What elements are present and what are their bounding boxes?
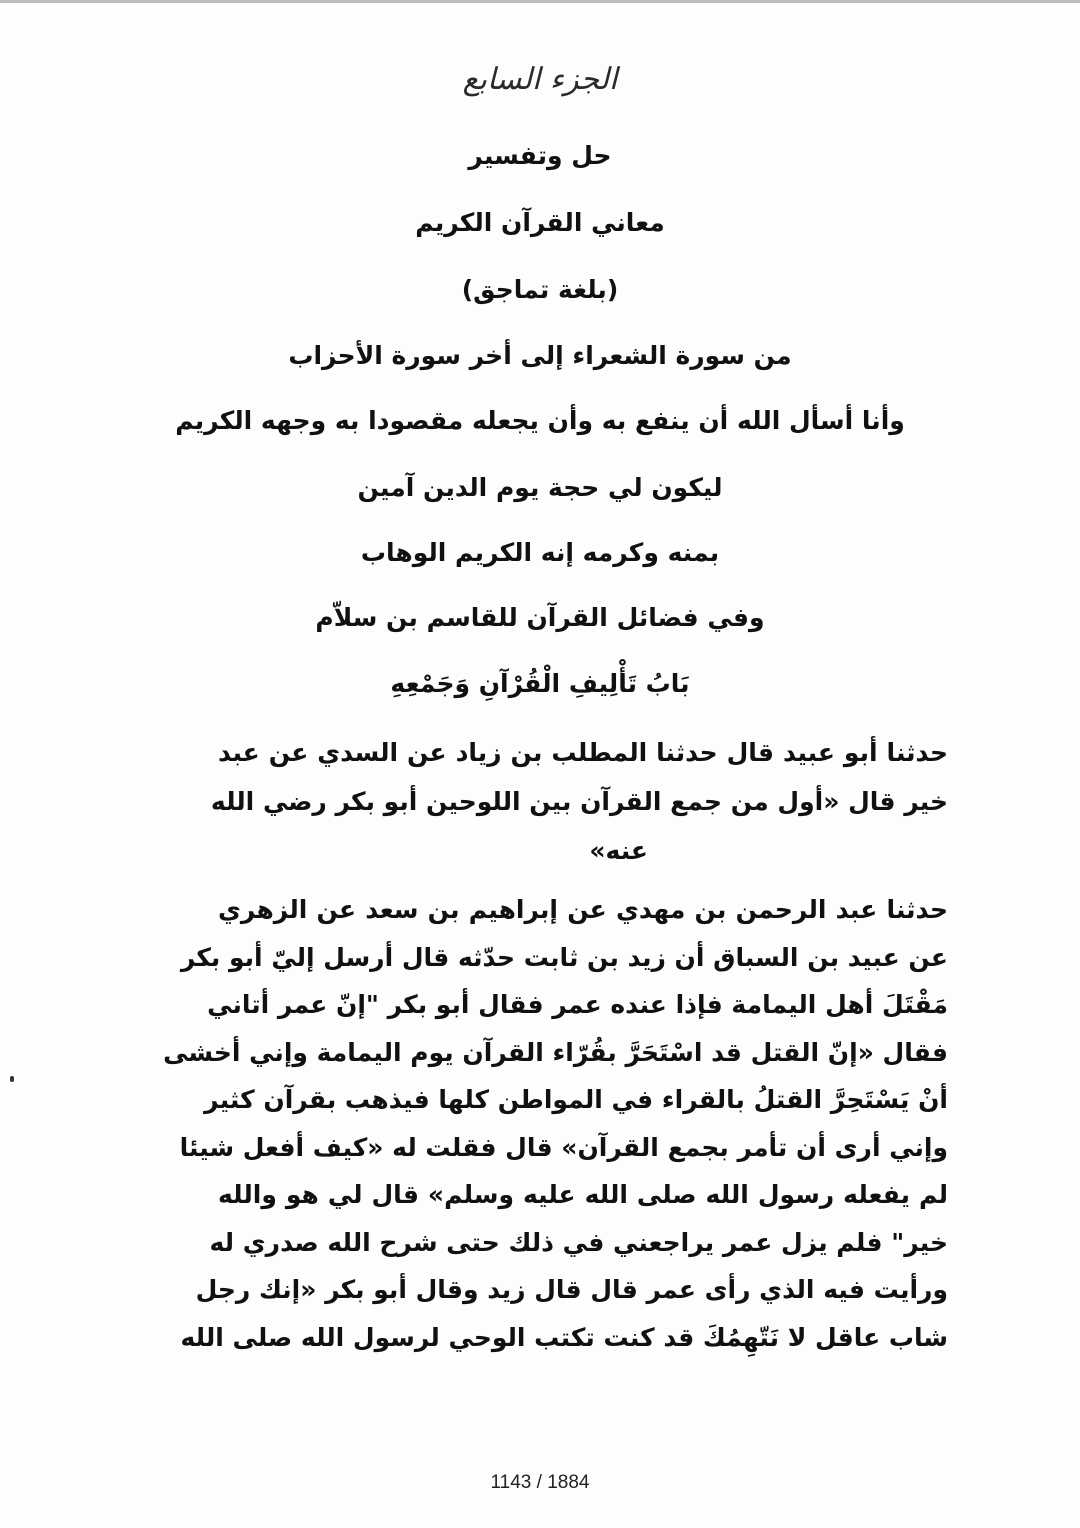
paragraph-2-line: شاب عاقل لا نَتّهِمُكَ قد كنت تكتب الوحي لرسول الله صلى الله	[180, 1322, 948, 1352]
top-border	[0, 0, 1080, 3]
chapter-title: بَابُ تَأْلِيفِ الْقُرْآنِ وَجَمْعِهِ	[390, 669, 690, 698]
dedication-line-3: بمنه وكرمه إنه الكريم الوهاب	[360, 538, 720, 567]
paragraph-2-line: حدثنا عبد الرحمن بن مهدي عن إبراهيم بن سعد عن الزهري	[218, 895, 948, 924]
page-number: 1143 / 1884	[490, 1472, 590, 1493]
scan-mark	[10, 1076, 14, 1082]
paragraph-2-line: لم يفعله رسول الله صلى الله عليه وسلم» قال لي هو والله	[218, 1180, 948, 1209]
source-line: وفي فضائل القرآن للقاسم بن سلاّم	[315, 603, 765, 632]
paragraph-2-line: عن عبيد بن السباق أن زيد بن ثابت حدّثه قال أرسل إليّ أبو بكر	[180, 942, 948, 972]
paragraph-2-line: مَقْتَلَ أهل اليمامة فإذا عنده عمر فقال أبو بكر "إنّ عمر أتاني	[207, 990, 948, 1019]
title-line-4: من سورة الشعراء إلى أخر سورة الأحزاب	[288, 341, 792, 370]
dedication-line-2: ليكون لي حجة يوم الدين آمين	[357, 473, 723, 502]
paragraph-1-line: عنه»	[589, 836, 648, 865]
paragraph-1-line: خير قال «أول من جمع القرآن بين اللوحين أبو بكر رضي الله	[210, 787, 948, 816]
paragraph-1-line: حدثنا أبو عبيد قال حدثنا المطلب بن زياد عن السدي عن عبد	[218, 738, 948, 767]
dedication-line-1: وأنا أسأل الله أن ينفع به وأن يجعله مقصودا به وجهه الكريم	[175, 406, 905, 435]
paragraph-2-line: أنْ يَسْتَحِرَّ القتلُ بالقراء في المواطن كلها فيذهب بقرآن كثير	[204, 1085, 948, 1114]
paragraph-1	[210, 728, 948, 875]
title-line-2: معاني القرآن الكريم	[415, 208, 665, 237]
handwritten-heading: الجزء السابع	[462, 62, 618, 97]
title-line-1: حل وتفسير	[468, 141, 612, 170]
paragraph-2-line: وإني أرى أن تأمر بجمع القرآن» قال فقلت له «كيف أفعل شيئا	[179, 1132, 948, 1162]
paragraph-2	[163, 886, 948, 1361]
paragraph-2-line: فقال «إنّ القتل قد اسْتَحَرَّ بقُرّاء القرآن يوم اليمامة وإني أخشى	[163, 1037, 948, 1067]
paragraph-2-line: ورأيت فيه الذي رأى عمر قال قال زيد وقال أبو بكر «إنك رجل	[195, 1275, 948, 1304]
title-line-3: (بلغة تماجق)	[461, 275, 619, 304]
paragraph-2-line: خير" فلم يزل عمر يراجعني في ذلك حتى شرح الله صدري له	[209, 1227, 948, 1257]
